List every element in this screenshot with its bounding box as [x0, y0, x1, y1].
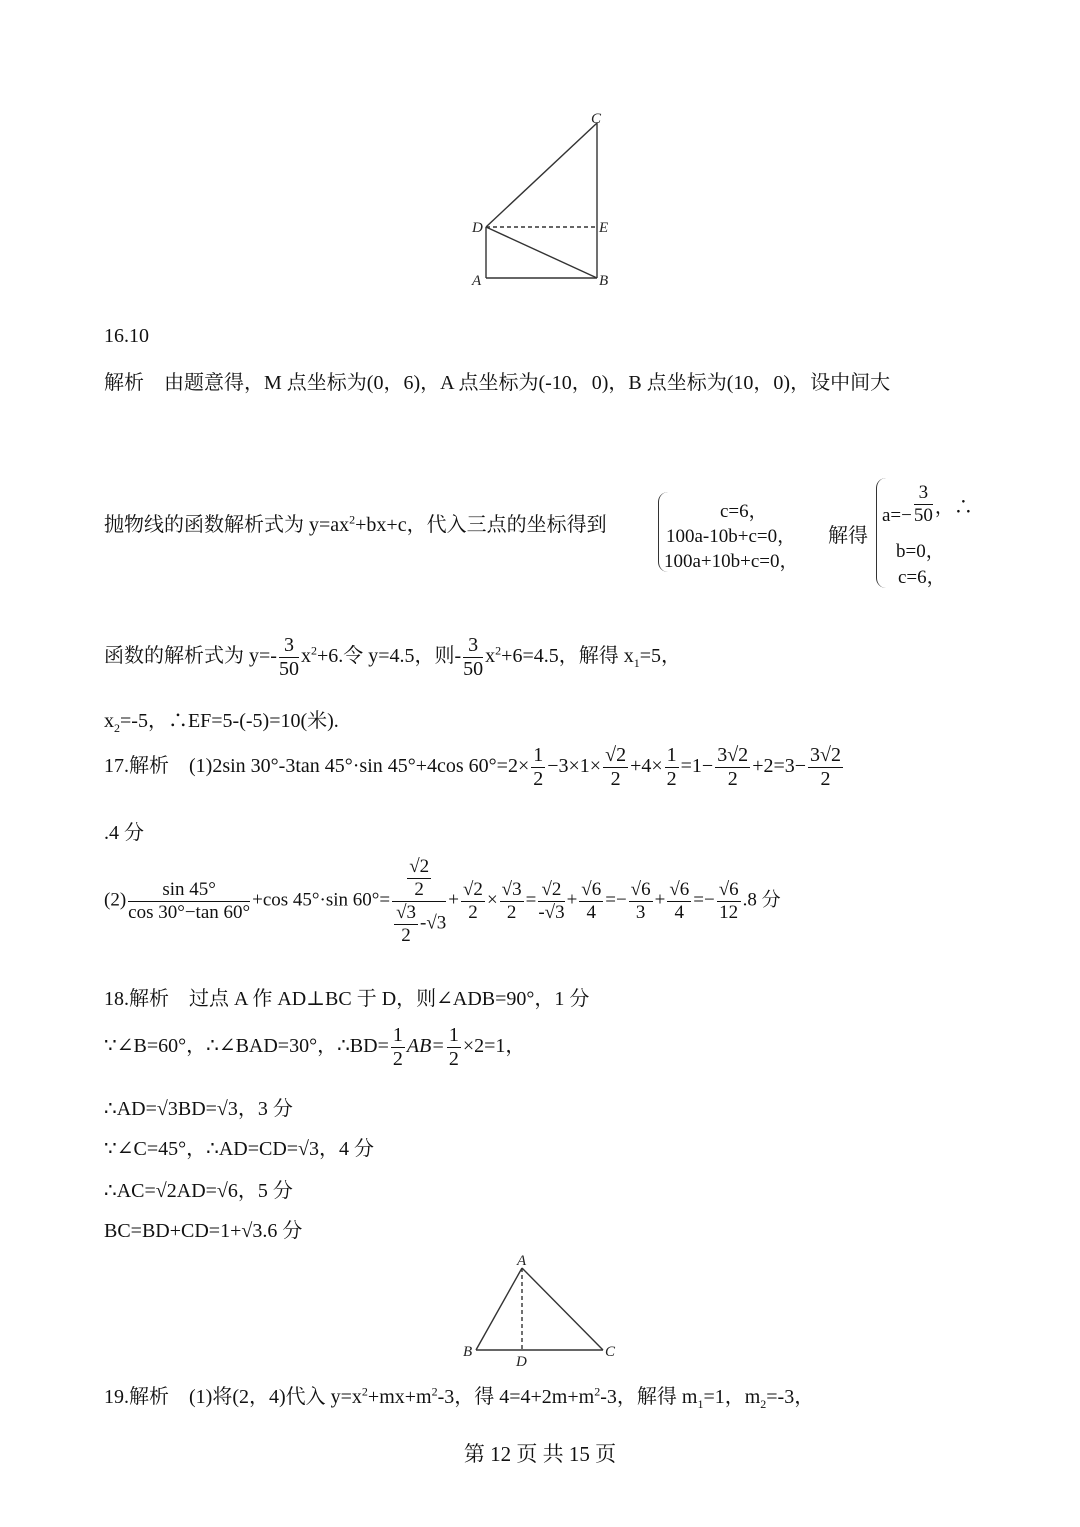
denominator: 2: [414, 878, 424, 900]
system2-a: [882, 482, 973, 527]
numerator: 3√2: [717, 744, 749, 766]
text: =1，m: [703, 1386, 761, 1408]
figure2-lines: [476, 1268, 603, 1350]
denominator: 2: [727, 768, 738, 790]
numerator: √3: [396, 901, 417, 923]
q17-score1: .4 分: [104, 822, 144, 844]
text: +: [654, 889, 666, 911]
text: 17.解析 (1)2sin 30°-3tan 45°·sin 45°+4cos 60°=2×: [104, 755, 530, 778]
q18-line5: ∴AC=√2AD=√6，5 分: [104, 1180, 293, 1202]
fraction: [629, 879, 653, 924]
denominator: 2: [468, 901, 478, 923]
text: 抛物线的函数解析式为 y=ax: [104, 514, 350, 536]
label-D: D: [516, 1354, 527, 1370]
label-A: A: [517, 1253, 527, 1269]
q19-line1: [104, 1380, 814, 1412]
text: ×2=1，: [462, 1035, 526, 1058]
text: +bx+c，代入三点的坐标得到: [355, 514, 607, 536]
denominator: 50: [913, 504, 933, 526]
denominator: 2: [666, 768, 677, 790]
text: 函数的解析式为 y=-: [104, 645, 277, 668]
q17-part2: [104, 856, 781, 946]
label-C: C: [605, 1344, 616, 1360]
system1-eq3: 100a+10b+c=0，: [664, 551, 799, 572]
text: (2): [104, 889, 127, 911]
sup: 2: [349, 512, 356, 527]
text: a=−: [882, 504, 912, 526]
numerator: √2: [463, 878, 483, 900]
label-E: E: [599, 220, 609, 236]
text: -3，得 4=4+2m+m: [437, 1386, 595, 1408]
q18-line4: ∵∠C=45°，∴AD=CD=√3，4 分: [104, 1138, 375, 1160]
text: =−: [605, 889, 627, 911]
q16-line2: [104, 508, 607, 537]
fraction: [394, 902, 418, 947]
numerator: √6: [718, 878, 739, 900]
numerator: √2: [605, 744, 627, 766]
q17-part1: [104, 744, 845, 791]
numerator: √6: [581, 878, 602, 900]
numerator: 1: [533, 744, 544, 766]
denominator: 3: [635, 901, 646, 923]
numerator: √6: [669, 878, 690, 900]
label-D: D: [472, 220, 483, 236]
text: =: [525, 889, 537, 911]
numerator: [392, 856, 446, 902]
q16-line1: 解析 由题意得，M 点坐标为(0，6)，A 点坐标为(-10，0)，B 点坐标为(10，0)，设中间大: [104, 372, 891, 394]
fraction: [538, 879, 564, 924]
text: +4×: [630, 755, 663, 778]
denominator: 2: [820, 768, 831, 790]
text: +6.令 y=4.5，则-: [316, 645, 462, 668]
numerator: 3: [914, 482, 933, 505]
denominator: 4: [586, 901, 597, 923]
q16-line3: [104, 634, 681, 681]
fraction: [717, 879, 741, 924]
text: AB=: [406, 1035, 445, 1058]
fraction: [603, 744, 628, 791]
text: +6=4.5，解得 x: [501, 645, 634, 668]
denominator: 2: [448, 1048, 459, 1070]
figure-triangle-abc: [455, 1250, 635, 1370]
solve-label: 解得: [828, 525, 868, 547]
fraction: [447, 1024, 461, 1071]
complex-fraction: [392, 856, 446, 946]
denominator: 2: [506, 901, 517, 923]
numerator: 1: [666, 744, 677, 766]
text: 19.解析 (1)将(2，4)代入 y=x: [104, 1386, 362, 1408]
fraction: [579, 879, 603, 924]
fraction: [461, 879, 485, 924]
sup: 2: [431, 1384, 438, 1399]
fraction: [391, 1024, 405, 1071]
system1-eq2: 100a-10b+c=0，: [666, 526, 797, 547]
numerator: √3: [501, 878, 522, 900]
label-B: B: [463, 1344, 473, 1360]
text: =1−: [680, 755, 714, 778]
denominator: 50: [278, 658, 299, 680]
text: −3×1×: [547, 755, 602, 778]
text: +: [566, 889, 578, 911]
numerator: √2: [538, 879, 564, 902]
q18-line2: [104, 1024, 525, 1071]
label-C: C: [591, 111, 602, 127]
text: +: [448, 889, 459, 911]
fraction: [279, 634, 299, 681]
numerator: 3√2: [810, 744, 842, 766]
fraction: [128, 879, 250, 924]
text: ×: [486, 889, 498, 911]
system2-c: c=6，: [898, 567, 946, 588]
numerator: √2: [409, 856, 430, 877]
text: +mx+m: [367, 1386, 432, 1408]
sub: 2: [760, 1397, 767, 1411]
system2-b: b=0，: [896, 541, 945, 562]
sub: 2: [114, 721, 120, 735]
text: x: [104, 710, 114, 732]
sup: 2: [594, 1384, 601, 1399]
q18-line3: ∴AD=√3BD=√3，3 分: [104, 1098, 293, 1120]
denominator: [392, 902, 446, 947]
q16-answer: 16.10: [104, 325, 149, 347]
label-A: A: [472, 273, 482, 289]
numerator: 1: [392, 1024, 403, 1046]
numerator: 1: [448, 1024, 459, 1046]
denominator: 2: [401, 924, 411, 946]
text: +2=3−: [752, 755, 807, 778]
q18-line6: BC=BD+CD=1+√3.6 分: [104, 1220, 303, 1242]
text: -3，解得 m: [600, 1386, 698, 1408]
denominator: 50: [463, 658, 484, 680]
q16-line4: [104, 704, 339, 736]
text: ∵∠B=60°，∴∠BAD=30°，∴BD=: [104, 1035, 389, 1058]
sup: 2: [495, 643, 502, 658]
numerator: sin 45°: [128, 879, 250, 902]
denominator: 2: [533, 768, 544, 790]
text: =-5，∴EF=5-(-5)=10(米).: [120, 710, 339, 732]
fraction: [667, 879, 691, 924]
fraction: [914, 482, 933, 527]
denominator: 2: [392, 1048, 403, 1070]
fraction: [715, 744, 750, 791]
sup: 2: [310, 643, 317, 658]
fraction: [665, 744, 679, 791]
text: .8 分: [742, 889, 781, 911]
figure-lines: [486, 123, 597, 278]
text: =−: [693, 889, 715, 911]
denominator: 4: [674, 901, 685, 923]
fraction: [531, 744, 545, 791]
denominator: 12: [719, 901, 739, 923]
page-footer: 第 12 页 共 15 页: [463, 1442, 617, 1466]
label-B: B: [599, 273, 609, 289]
sub: 1: [697, 1397, 704, 1411]
denominator: cos 30°−tan 60°: [128, 901, 251, 923]
numerator: 3: [279, 634, 299, 658]
text: =-3，: [766, 1386, 815, 1408]
fraction: [808, 744, 843, 791]
text: ，∴: [934, 496, 973, 518]
numerator: √6: [630, 878, 651, 900]
system1-eq1: c=6，: [720, 501, 768, 522]
denominator: -√3: [538, 901, 565, 923]
sub: 1: [633, 656, 640, 671]
text: +cos 45°·sin 60°=: [252, 889, 391, 911]
figure-quadrilateral-abcde: [460, 105, 630, 295]
fraction: [500, 879, 524, 924]
text: x: [300, 645, 311, 668]
denominator: 2: [610, 768, 621, 790]
fraction: [463, 634, 483, 681]
text: x: [485, 645, 496, 668]
q18-line1: 18.解析 过点 A 作 AD⊥BC 于 D，则∠ADB=90°，1 分: [104, 988, 590, 1010]
numerator: 3: [463, 634, 483, 658]
text: =5，: [639, 645, 682, 668]
text: -√3: [420, 912, 447, 934]
fraction: [407, 856, 431, 901]
sup: 2: [361, 1384, 368, 1399]
